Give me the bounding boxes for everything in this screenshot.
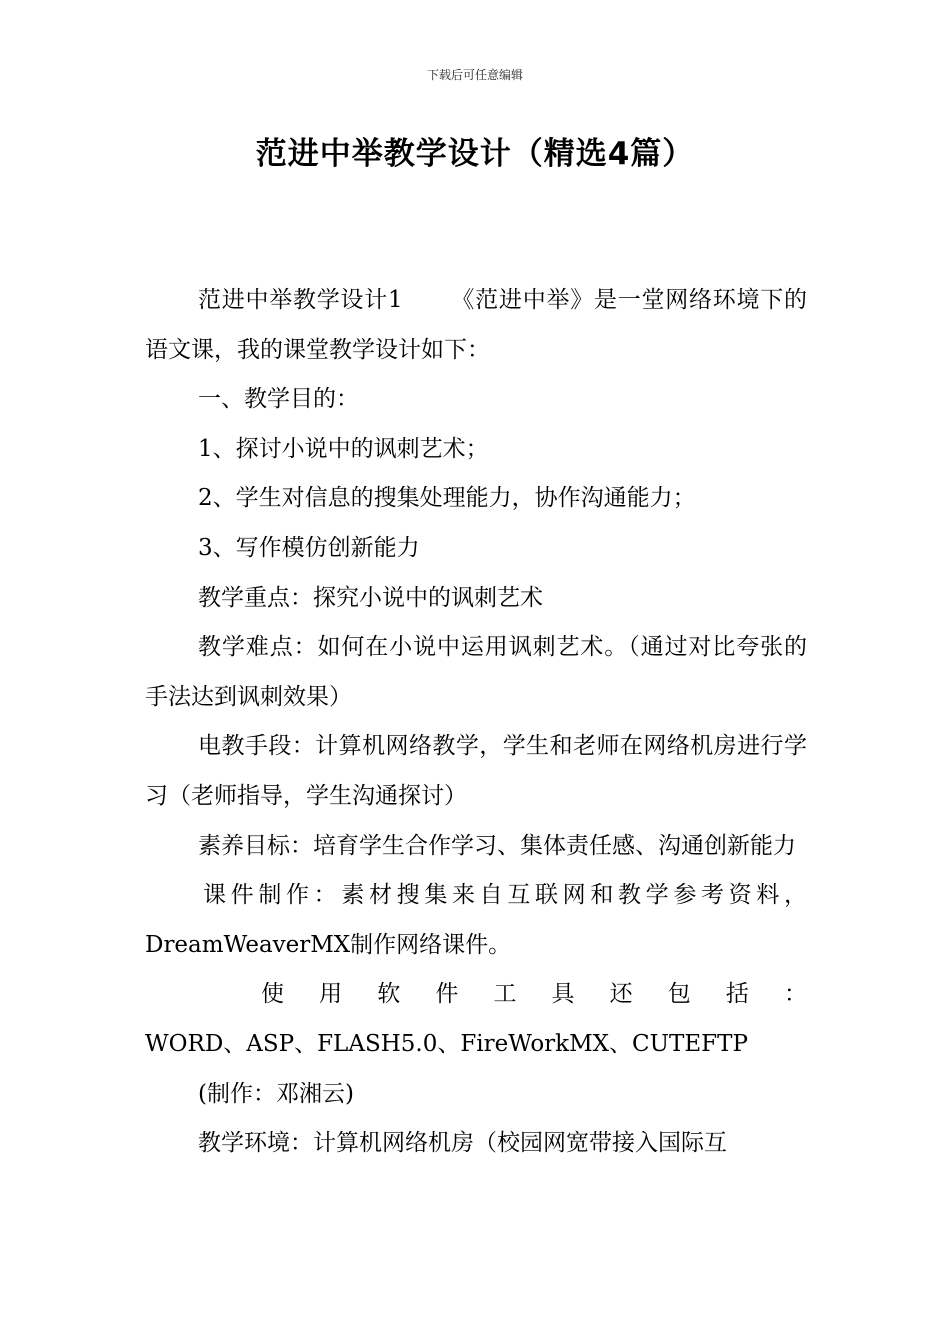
paragraph-software-line1: 使用软件工具还包括： [261,981,807,1008]
paragraph-objective-3: 3、写作模仿创新能力 [198,534,420,561]
paragraph-quality-goal: 素养目标：培育学生合作学习、集体责任感、沟通创新能力 [198,832,796,859]
paragraph-objectives-heading: 一、教学目的： [198,386,359,413]
section-heading: 范进中举教学设计1 [198,287,403,313]
document-title: 范进中举教学设计（精选4篇） [255,136,695,172]
paragraph-software-line2: WORD、ASP、FLASH5.0、FireWorkMX、CUTEFTP [145,1030,748,1057]
paragraph-author: (制作：邓湘云) [198,1080,354,1107]
intro-text: 《范进中举》是一堂网络环境下的语文课，我的课堂教学设计如下： [145,287,807,363]
paragraph-media: 电教手段：计算机网络教学，学生和老师在网络机房进行学习（老师指导，学生沟通探讨） [145,733,807,809]
paragraph-difficulty: 教学难点：如何在小说中运用讽刺艺术。（通过对比夸张的手法达到讽刺效果） [145,634,807,710]
paragraph-environment: 教学环境：计算机网络机房（校园网宽带接入国际互 [198,1130,727,1157]
header-note: 下载后可任意编辑 [426,68,523,82]
document-body [145,276,807,1169]
paragraph-intro [145,276,807,375]
paragraph-key-point: 教学重点：探究小说中的讽刺艺术 [198,584,543,611]
paragraph-objective-1: 1、探讨小说中的讽刺艺术； [198,435,489,462]
paragraph-courseware: 课件制作：素材搜集来自互联网和教学参考资料，DreamWeaverMX制作网络课件。 [145,882,807,958]
paragraph-objective-2: 2、学生对信息的搜集处理能力，协作沟通能力； [198,485,696,512]
